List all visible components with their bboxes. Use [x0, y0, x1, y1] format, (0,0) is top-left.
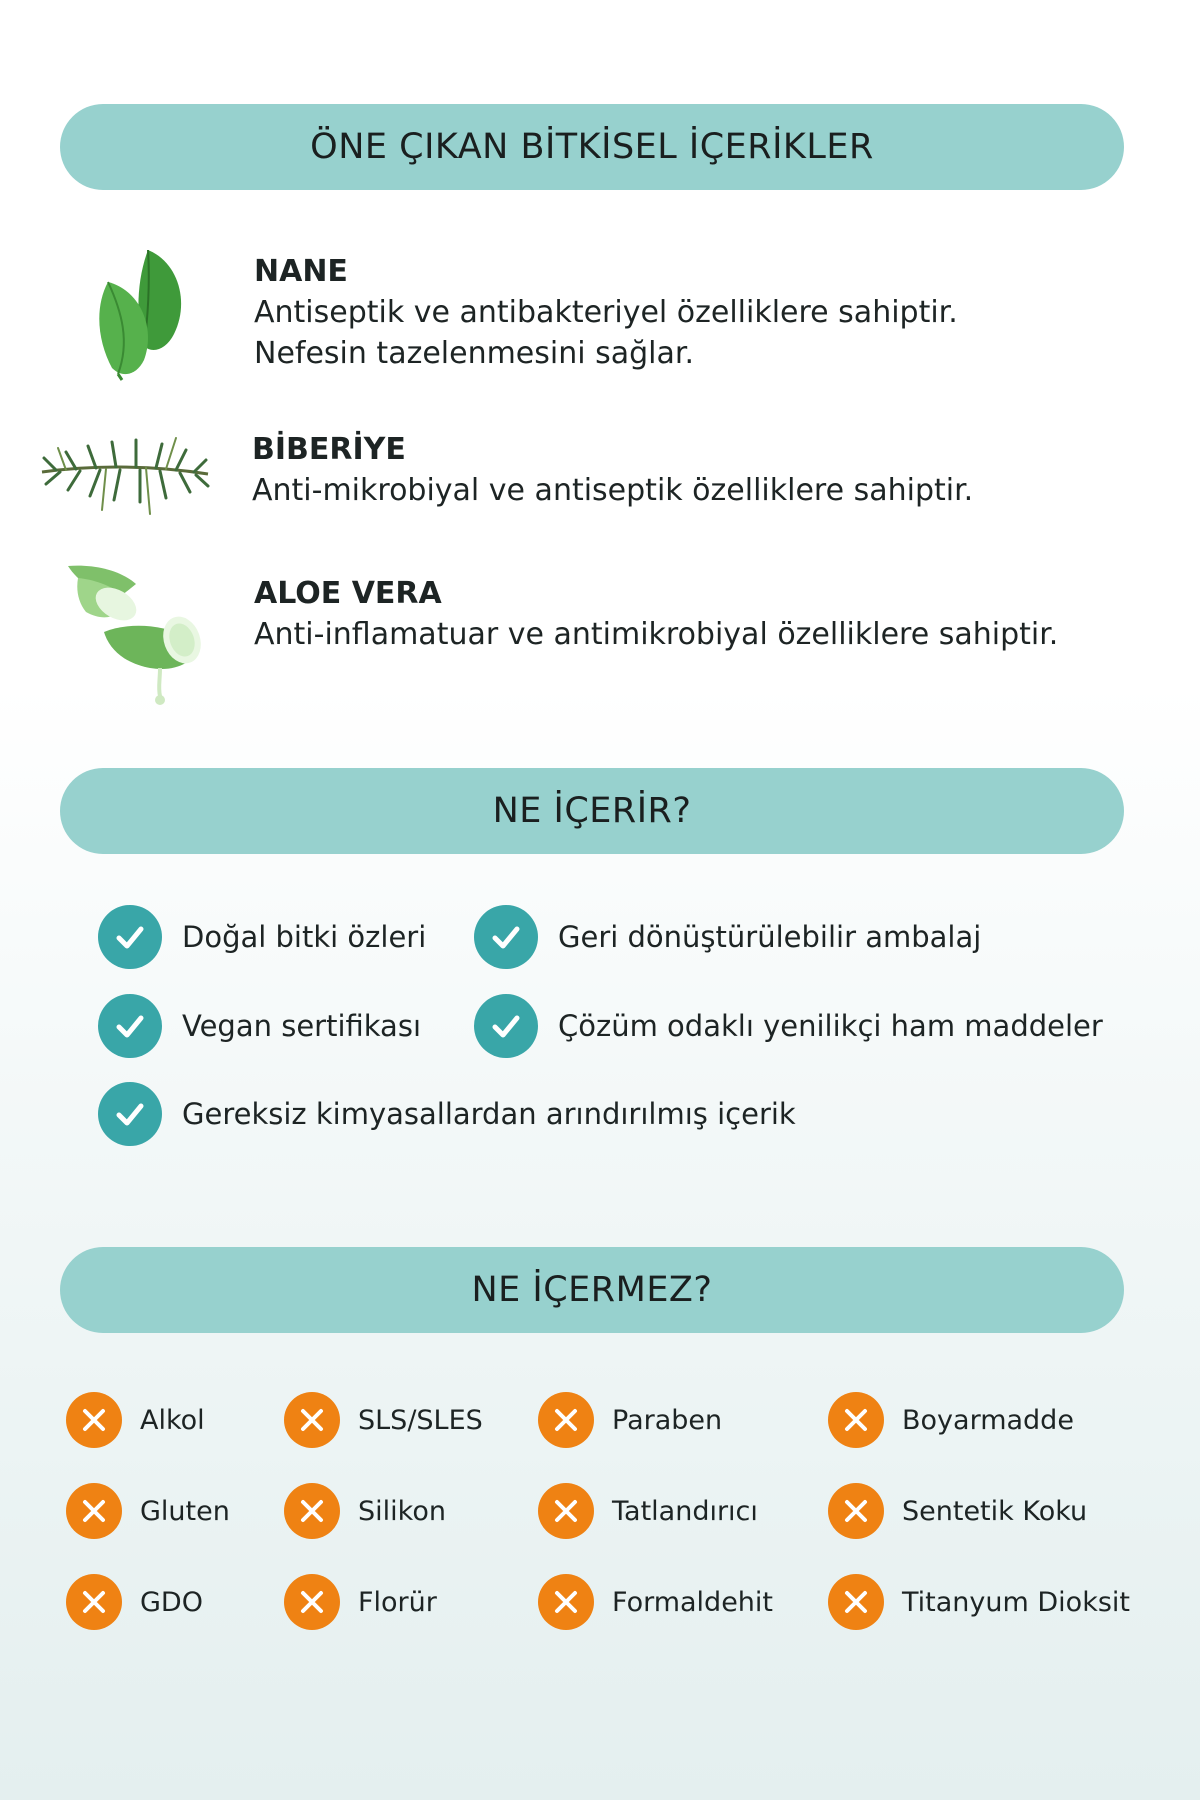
ingredient-description-line: Anti-inflamatuar ve antimikrobiyal özelliklere sahiptir.	[254, 617, 1059, 652]
excludes-item-label: GDO	[140, 1586, 203, 1618]
section-banner-featured	[60, 104, 1124, 190]
cross-icon	[284, 1483, 340, 1539]
mint-leaf-icon	[78, 242, 198, 382]
contains-item	[98, 905, 426, 969]
excludes-item	[828, 1392, 1074, 1448]
excludes-item-label: Silikon	[358, 1495, 446, 1527]
aloe-vera-icon	[64, 560, 214, 710]
contains-item-label: Geri dönüştürülebilir ambalaj	[558, 920, 982, 954]
ingredient-name: ALOE VERA	[254, 576, 442, 611]
check-icon	[474, 994, 538, 1058]
cross-icon	[66, 1574, 122, 1630]
section-title: NE İÇERMEZ?	[471, 1270, 713, 1310]
excludes-item	[538, 1483, 758, 1539]
contains-item-label: Çözüm odaklı yenilikçi ham maddeler	[558, 1009, 1103, 1043]
contains-item-label: Gereksiz kimyasallardan arındırılmış içerik	[182, 1097, 796, 1131]
cross-icon	[66, 1392, 122, 1448]
cross-icon	[284, 1392, 340, 1448]
ingredient-aloe-vera	[0, 556, 1200, 706]
excludes-item	[66, 1574, 203, 1630]
excludes-item-label: Tatlandırıcı	[612, 1495, 758, 1527]
contains-item-label: Doğal bitki özleri	[182, 920, 427, 954]
excludes-item-label: Florür	[358, 1586, 437, 1618]
section-title: NE İÇERİR?	[492, 791, 692, 831]
excludes-item	[284, 1483, 446, 1539]
ingredient-rosemary	[0, 420, 1200, 570]
contains-item	[474, 994, 1103, 1058]
ingredient-description-line: Anti-mikrobiyal ve antiseptik özelliklere sahiptir.	[252, 473, 974, 508]
ingredient-name: NANE	[254, 254, 348, 289]
contains-item-label: Vegan sertifikası	[182, 1009, 421, 1043]
cross-icon	[284, 1574, 340, 1630]
ingredient-description-line: Nefesin tazelenmesini sağlar.	[254, 336, 695, 371]
excludes-item	[66, 1392, 205, 1448]
check-icon	[98, 994, 162, 1058]
check-icon	[98, 905, 162, 969]
excludes-item-label: Sentetik Koku	[902, 1495, 1088, 1527]
contains-item	[98, 1082, 796, 1146]
ingredient-name: BİBERİYE	[252, 432, 406, 467]
cross-icon	[538, 1574, 594, 1630]
rosemary-icon	[36, 430, 216, 520]
ingredient-description	[252, 470, 973, 511]
excludes-item	[284, 1574, 437, 1630]
cross-icon	[828, 1392, 884, 1448]
section-banner-excludes	[60, 1247, 1124, 1333]
contains-item	[98, 994, 421, 1058]
excludes-item	[828, 1483, 1087, 1539]
excludes-item	[828, 1574, 1130, 1630]
excludes-item-label: Formaldehit	[612, 1586, 774, 1618]
excludes-item-label: Paraben	[612, 1404, 723, 1436]
contains-item	[474, 905, 981, 969]
excludes-item-label: Alkol	[140, 1404, 205, 1436]
cross-icon	[828, 1483, 884, 1539]
cross-icon	[828, 1574, 884, 1630]
section-banner-contains	[60, 768, 1124, 854]
excludes-item	[284, 1392, 483, 1448]
excludes-item	[538, 1392, 722, 1448]
excludes-item-label: Boyarmadde	[902, 1404, 1074, 1436]
excludes-item	[538, 1574, 773, 1630]
ingredient-description	[254, 292, 958, 374]
section-title: ÖNE ÇIKAN BİTKİSEL İÇERİKLER	[310, 127, 874, 167]
cross-icon	[538, 1483, 594, 1539]
ingredient-mint	[0, 230, 1200, 380]
excludes-item-label: Titanyum Dioksit	[902, 1586, 1130, 1618]
ingredient-description-line: Antiseptik ve antibakteriyel özelliklere sahiptir.	[254, 295, 958, 330]
check-icon	[474, 905, 538, 969]
excludes-item	[66, 1483, 230, 1539]
excludes-item-label: Gluten	[140, 1495, 230, 1527]
check-icon	[98, 1082, 162, 1146]
ingredient-description	[254, 614, 1058, 655]
cross-icon	[66, 1483, 122, 1539]
excludes-item-label: SLS/SLES	[358, 1404, 483, 1436]
cross-icon	[538, 1392, 594, 1448]
